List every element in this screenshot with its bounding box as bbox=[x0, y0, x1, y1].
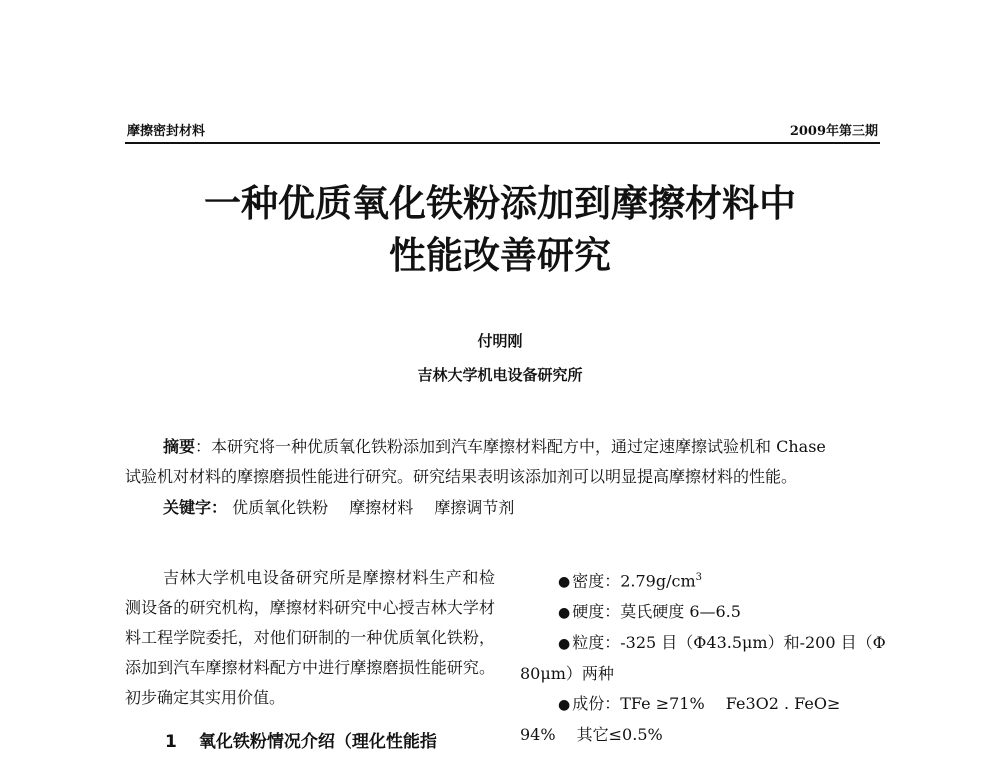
composition-label: 成份： bbox=[572, 694, 621, 714]
composition-continuation: 94% 其它≤0.5% bbox=[520, 725, 663, 745]
author-name: 付明刚 bbox=[477, 332, 523, 350]
keyword-item: 摩擦调节剂 bbox=[434, 498, 515, 517]
abstract bbox=[125, 432, 885, 492]
property-composition bbox=[520, 689, 885, 720]
granularity-value: -325 目（Φ43.5μm）和-200 目（Φ bbox=[620, 633, 886, 653]
property-granularity bbox=[520, 628, 885, 659]
density-value: 2.79g/cm bbox=[620, 571, 696, 591]
keyword-item: 摩擦材料 bbox=[349, 498, 414, 517]
section-number: 1 bbox=[165, 732, 177, 752]
abstract-text-2: 试验机对材料的摩擦磨损性能进行研究。研究结果表明该添加剂可以明显提高摩擦材料的性能。 bbox=[125, 467, 798, 486]
intro-paragraph: 吉林大学机电设备研究所是摩擦材料生产和检测设备的研究机构，摩擦材料研究中心授吉林大学材料工程学院委托，对他们研制的一种优质氧化铁粉，添加到汽车摩擦材料配方中进行摩擦磨损性能研究。初步确定其实用价值。 bbox=[125, 568, 495, 707]
keywords-label: 关键字 bbox=[163, 498, 212, 517]
abstract-text-1: ：本研究将一种优质氧化铁粉添加到汽车摩擦材料配方中，通过定速摩擦试验机和 Chase bbox=[195, 437, 826, 456]
running-header bbox=[125, 120, 880, 144]
property-hardness bbox=[520, 597, 885, 628]
keywords: 关键字： 优质氧化铁粉 摩擦材料 摩擦调节剂 bbox=[163, 498, 515, 517]
property-density bbox=[520, 563, 885, 597]
bullet-icon: ● bbox=[558, 574, 571, 591]
journal-name: 摩擦密封材料 bbox=[127, 124, 206, 139]
section-title: 氧化铁粉情况介绍（理化性能指 bbox=[198, 732, 437, 752]
title-line-1: 一种优质氧化铁粉添加到摩擦材料中 bbox=[204, 182, 796, 225]
bullet-icon: ● bbox=[558, 605, 571, 622]
abstract-label: 摘要 bbox=[163, 437, 196, 456]
section-heading bbox=[165, 727, 437, 752]
hardness-label: 硬度： bbox=[572, 602, 621, 622]
bullet-icon: ● bbox=[558, 697, 571, 714]
author-affiliation: 吉林大学机电设备研究所 bbox=[417, 366, 583, 384]
bullet-icon: ● bbox=[558, 636, 571, 653]
hardness-value: 莫氏硬度 6—6.5 bbox=[620, 602, 741, 622]
composition-value: TFe ≥71% Fe3O2 . FeO≥ bbox=[620, 694, 841, 714]
issue-label: 2009年第三期 bbox=[789, 124, 878, 139]
density-label: 密度： bbox=[572, 571, 621, 591]
properties-list bbox=[520, 563, 885, 750]
keyword-item: 优质氧化铁粉 bbox=[232, 498, 329, 517]
title-line-2: 性能改善研究 bbox=[389, 234, 611, 277]
granularity-label: 粒度： bbox=[572, 633, 621, 653]
density-exponent: 3 bbox=[695, 572, 702, 583]
granularity-continuation: 80μm）两种 bbox=[520, 664, 614, 684]
paper-title bbox=[0, 178, 1000, 282]
intro-column bbox=[125, 563, 495, 713]
